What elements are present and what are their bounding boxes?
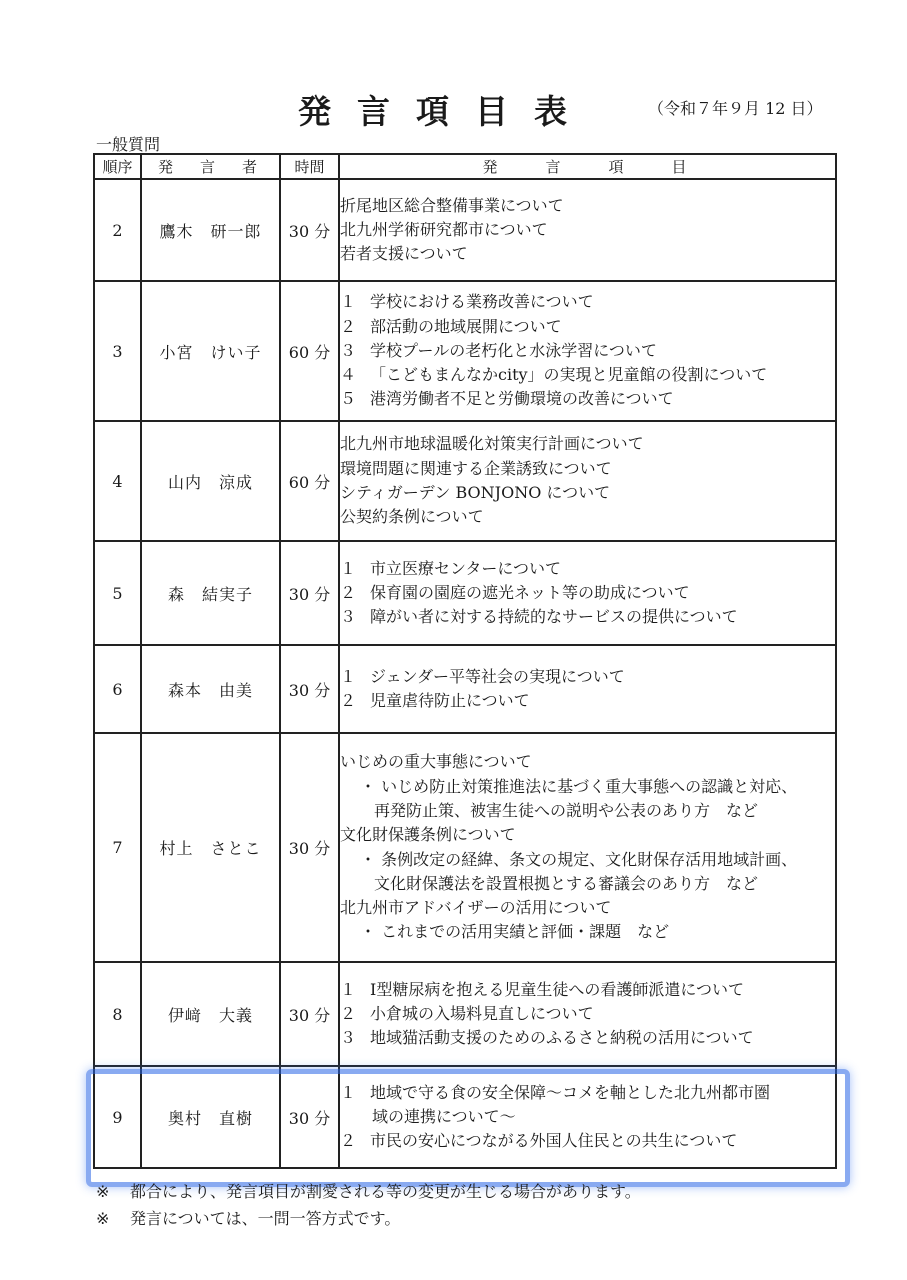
speaker-cell: 奥村 直樹 (141, 1066, 280, 1168)
speaker-cell: 村上 さとこ (141, 733, 280, 962)
column-header-order: 順序 (94, 154, 141, 179)
footnote (96, 1205, 641, 1232)
topic-text: 「こどもまんなかcity」の実現と児童館の役割について (370, 365, 768, 385)
topic-text: 障がい者に対する持続的なサービスの提供について (370, 607, 738, 627)
topic-number: １ (340, 1082, 357, 1102)
topic-line (340, 194, 835, 218)
topic-line (340, 339, 835, 363)
table-row (94, 962, 836, 1066)
topic-line (340, 242, 835, 266)
topics-cell (339, 962, 836, 1066)
topic-line (340, 315, 835, 339)
topic-text: 地域で守る食の安全保障～コメを軸とした北九州都市圏 (370, 1082, 771, 1102)
topic-text: 学校プールの老朽化と水泳学習について (370, 340, 657, 360)
topics-cell (339, 179, 836, 281)
order-cell: 6 (94, 645, 141, 733)
note-mark: ※ (96, 1182, 110, 1201)
topic-number: ５ (340, 389, 357, 409)
topic-number: ２ (340, 316, 357, 336)
topic-number: ３ (340, 607, 357, 627)
speaker-cell: 小宮 けい子 (141, 281, 280, 421)
topic-line (340, 581, 835, 605)
topics-cell (339, 645, 836, 733)
topics-cell (339, 421, 836, 541)
topic-line (340, 481, 835, 505)
topic-line (340, 848, 835, 872)
topic-text: 公契約条例について (340, 507, 484, 527)
topic-line (340, 823, 835, 847)
topic-line (340, 896, 835, 920)
order-cell: 2 (94, 179, 141, 281)
topic-number: ３ (340, 340, 357, 360)
topic-text: 北九州学術研究都市について (340, 219, 548, 239)
topic-text: 文化財保護法を設置根拠とする審議会のあり方 など (374, 873, 759, 893)
footnote (96, 1178, 641, 1205)
note-mark: ※ (96, 1209, 110, 1228)
topic-text: 北九州市地球温暖化対策実行計画について (340, 434, 644, 454)
table-row (94, 733, 836, 962)
speaker-cell: 伊﨑 大義 (141, 962, 280, 1066)
topic-text: 市立医療センターについて (370, 558, 562, 578)
topic-line (340, 218, 835, 242)
topic-line (340, 775, 835, 799)
topic-line (340, 605, 835, 629)
topic-line (340, 505, 835, 529)
topic-number: ２ (340, 691, 357, 710)
topic-number: ４ (340, 365, 357, 385)
order-cell: 5 (94, 541, 141, 645)
topic-number: ２ (340, 582, 357, 602)
column-header-speaker: 発 言 者 (141, 154, 280, 179)
footnotes (96, 1178, 641, 1232)
topic-text: 若者支援について (340, 244, 468, 264)
topic-text: 児童虐待防止について (370, 691, 530, 710)
column-header-topics: 発 言 項 目 (339, 154, 836, 179)
time-cell: 30 分 (280, 645, 339, 733)
note-text: 都合により、発言項目が割愛される等の変更が生じる場合があります。 (130, 1182, 641, 1201)
topic-number: １ (340, 558, 357, 578)
topic-line (340, 432, 835, 456)
topic-line (340, 872, 835, 896)
topic-line (340, 363, 835, 387)
column-header-time: 時間 (280, 154, 339, 179)
topic-text: シティガーデン BONJONO について (340, 483, 611, 502)
topic-number: １ (340, 292, 357, 312)
table-row (94, 541, 836, 645)
topic-text: 小倉城の入場料見直しについて (370, 1003, 594, 1023)
topic-text: 港湾労働者不足と労働環境の改善について (370, 389, 674, 409)
topics-cell (339, 733, 836, 962)
time-cell: 30 分 (280, 733, 339, 962)
topic-line (340, 799, 835, 823)
document-date: （令和７年９月 12 日） (648, 99, 823, 118)
topic-number: １ (340, 666, 357, 686)
topic-text: ジェンダー平等社会の実現について (370, 666, 625, 686)
topic-text: ・ 条例改定の経緯、条文の規定、文化財保存活用地域計画、 (360, 849, 798, 869)
table-row (94, 645, 836, 733)
topic-text: 再発防止策、被害生徒への説明や公表のあり方 など (374, 800, 759, 820)
topics-cell (339, 541, 836, 645)
order-cell: 4 (94, 421, 141, 541)
topic-text: 北九州市アドバイザーの活用について (340, 898, 612, 918)
topic-line (340, 1026, 835, 1050)
time-cell: 30 分 (280, 1066, 339, 1168)
table-row (94, 179, 836, 281)
section-label: 一般質問 (96, 135, 161, 154)
topic-number: ２ (340, 1003, 357, 1023)
topic-text: 学校における業務改善について (370, 292, 594, 312)
order-cell: 9 (94, 1066, 141, 1168)
topic-line (340, 750, 835, 774)
topic-line (340, 290, 835, 314)
time-cell: 60 分 (280, 421, 339, 541)
time-cell: 60 分 (280, 281, 339, 421)
speech-items-table (93, 153, 837, 1169)
topic-text: ・ いじめ防止対策推進法に基づく重大事態への認識と対応、 (360, 776, 798, 796)
time-cell: 30 分 (280, 962, 339, 1066)
topic-line (340, 387, 835, 411)
topic-text: いじめの重大事態について (340, 752, 532, 772)
topic-line (340, 978, 835, 1002)
topic-text: 市民の安心につながる外国人住民との共生について (370, 1131, 738, 1151)
topic-number: １ (340, 979, 357, 999)
topic-number: ２ (340, 1131, 357, 1151)
speaker-cell: 森 結実子 (141, 541, 280, 645)
order-cell: 8 (94, 962, 141, 1066)
topic-text: 部活動の地域展開について (370, 316, 562, 336)
order-cell: 7 (94, 733, 141, 962)
topic-line (340, 457, 835, 481)
topic-line (340, 920, 835, 944)
selection-highlight (86, 1069, 850, 1187)
topic-text: 環境問題に関連する企業誘致について (340, 458, 612, 478)
table-row (94, 421, 836, 541)
order-cell: 3 (94, 281, 141, 421)
speaker-cell: 森本 由美 (141, 645, 280, 733)
topic-text: 折尾地区総合整備事業について (340, 195, 564, 215)
topic-text: 地域猫活動支援のためのふるさと納税の活用について (370, 1028, 754, 1048)
topic-text: 域の連携について～ (372, 1106, 516, 1126)
speaker-cell: 山内 涼成 (141, 421, 280, 541)
note-text: 発言については、一問一答方式です。 (130, 1209, 401, 1228)
topic-text: Ⅰ型糖尿病を抱える児童生徒への看護師派遣について (370, 979, 745, 999)
topic-text: ・ これまでの活用実績と評価・課題 など (360, 922, 670, 942)
topic-text: 文化財保護条例について (340, 825, 516, 845)
time-cell: 30 分 (280, 541, 339, 645)
topics-cell (339, 281, 836, 421)
topic-line (340, 665, 835, 689)
speaker-cell: 鷹木 研一郎 (141, 179, 280, 281)
topic-line (340, 689, 835, 713)
table-row (94, 281, 836, 421)
table-header-row (94, 154, 836, 179)
topic-line (340, 557, 835, 581)
page-title: 発言項目表 (298, 92, 593, 131)
topic-number: ３ (340, 1028, 357, 1048)
topic-line (340, 1002, 835, 1026)
topic-text: 保育園の園庭の遮光ネット等の助成について (370, 582, 690, 602)
time-cell: 30 分 (280, 179, 339, 281)
